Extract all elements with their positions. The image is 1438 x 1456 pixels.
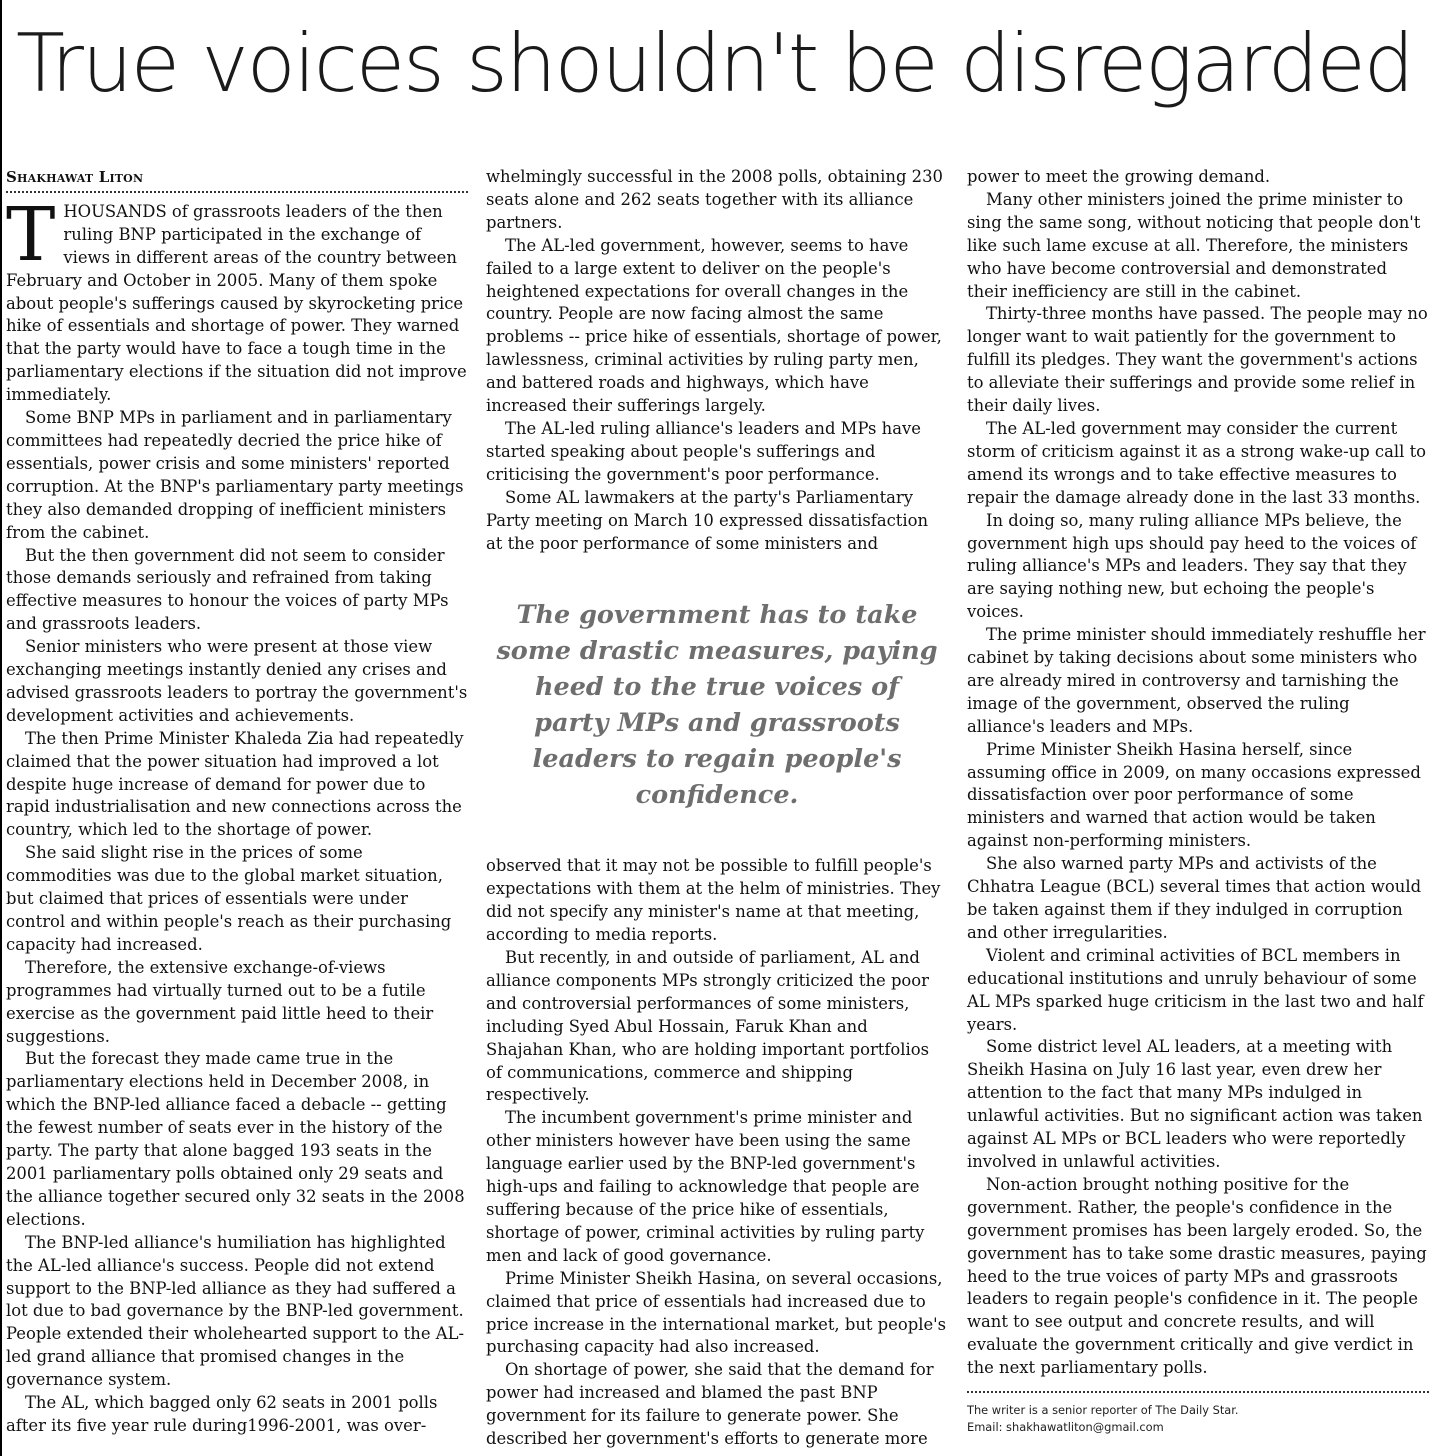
pull-quote: The government has to take some drastic measures, paying heed to the true voices of party MPs and grassroots leaders to regain people's confidence. [496,600,938,811]
paragraph: The then Prime Minister Khaleda Zia had repeatedly claimed that the power situation had improved a lot despite huge increase of demand for power due to rapid industrialisation and new connections across the country, which led to the shortage of power. [6,728,464,840]
paragraph: Many other ministers joined the prime minister to sing the same song, without noticing that people don't like such lame excuse at all. Therefore, the ministers who have become controversial and demonstrated their inefficiency are still in the cabinet. [967,189,1421,301]
paragraph: The AL-led government, however, seems to have failed to a large extent to deliver on the people's heightened expectations for overall changes in the country. People are now facing almost the same problems -- price hike of essentials, shortage of power, lawlessness, criminal activities by ruling party men, and battered roads and highways, which have increased their sufferings largely. [486,235,942,416]
paragraph: observed that it may not be possible to fulfill people's expectations with them at the helm of ministries. They did not specify any minister's name at that meeting, according to media reports. [486,856,941,945]
paragraph: whelmingly successful in the 2008 polls, obtaining 230 seats alone and 262 seats together with its alliance partners. [486,167,943,232]
paragraph: Senior ministers who were present at those view exchanging meetings instantly denied any crises and advised grassroots leaders to portray the government's development activities and achievements. [6,637,468,725]
article-column-3 [967,166,1429,1435]
lead-paragraph: THOUSANDS of grassroots leaders of the then ruling BNP participated in the exchange of views in different areas of the country between February and October in 2005. Many of them spoke about people's sufferings caused by skyrocketing price hike of essentials and shortage of power. They warned that the party would have to face a tough time in the parliamentary elections if the situation did not improve immediately. [6,191,467,405]
paragraph: She also warned party MPs and activists of the Chhatra League (BCL) several times that action would be taken against them if they indulged in corruption and other irregularities. [967,854,1422,942]
drop-cap: T [6,191,56,278]
paragraph: Thirty-three months have passed. The people may no longer want to wait patiently for the government to fulfill its pledges. They want the government's actions to alleviate their sufferings and provide some relief in their daily lives. [967,304,1428,416]
paragraph: But recently, in and outside of parliament, AL and alliance components MPs strongly criticized the poor and controversial performances of some ministers, including Syed Abul Hossain, Faruk Khan and Shajahan Khan, who are holding important portfolios of communications, commerce and shipping respectively. [486,948,930,1105]
paragraph: Some BNP MPs in parliament and in parliamentary committees had repeatedly decried the price hike of essentials, power crisis and some ministers' reported corruption. At the BNP's parliamentary party meetings they also demanded dropping of inefficient ministers from the cabinet. [6,408,464,542]
paragraph: The AL-led ruling alliance's leaders and MPs have started speaking about people's sufferings and criticising the government's poor performance. [486,418,921,484]
paragraph: Some district level AL leaders, at a meeting with Sheikh Hasina on July 16 last year, even drew her attention to the fact that many MPs indulged in unlawful activities. But no significant action was taken against AL MPs or BCL leaders who were reportedly involved in unlawful activities. [967,1037,1423,1171]
article-column-2 [486,166,948,1451]
paragraph: Prime Minister Sheikh Hasina, on several occasions, claimed that price of essentials had increased due to price increase in the international market, but people's purchasing capacity had also increased. [486,1268,947,1357]
paragraph: Some AL lawmakers at the party's Parliamentary Party meeting on March 10 expressed dissatisfaction at the poor performance of some ministers and [486,487,929,553]
paragraph: Violent and criminal activities of BCL members in educational institutions and unruly behaviour of some AL MPs sparked huge criticism in the last two and half years. [967,945,1424,1034]
paragraph: The incumbent government's prime minister and other ministers however have been using the same language earlier used by the BNP-led government's high-ups and failing to acknowledge that people are suffering because of the price hike of essentials, shortage of power, criminal activities by ruling party men and lack of good governance. [486,1108,925,1265]
author-note: The writer is a senior reporter of The Daily Star. [967,1403,1239,1418]
paragraph: The AL-led government may consider the current storm of criticism against it as a strong wake-up call to amend its wrongs and to take effective measures to repair the damage already done in the last 33 months. [967,418,1427,507]
paragraph: But the then government did not seem to consider those demands seriously and refrained from taking effective measures to honour the voices of party MPs and grassroots leaders. [6,545,449,634]
headline: True voices shouldn't be disregarded [16,17,1413,110]
paragraph: Therefore, the extensive exchange-of-views programmes had virtually turned out to be a futile exercise as the government paid little heed to their suggestions. [6,957,434,1046]
article-column-1 [6,166,468,1438]
paragraph: Non-action brought nothing positive for the government. Rather, the people's confidence in the government promises has been largely eroded. So, the government has to take some drastic measures, paying heed to the true voices of party MPs and grassroots leaders to regain people's confidence in it. The people want to see output and concrete results, and will evaluate the government critically and give verdict in the next parliamentary polls. [967,1174,1427,1378]
paragraph: power to meet the growing demand. [967,167,1271,186]
paragraph: The BNP-led alliance's humiliation has highlighted the AL-led alliance's success. People did not extend support to the BNP-led alliance as they had suffered a lot due to bad governance by the BNP-led government. People extended their wholehearted support to the AL-led grand alliance that promised changes in the governance system. [6,1232,464,1390]
footnote-divider [967,1391,1429,1393]
author-email: Email: shakhawatliton@gmail.com [967,1419,1164,1434]
paragraph: In doing so, many ruling alliance MPs believe, the government high ups should pay heed to the voices of ruling alliance's MPs and leaders. They say that they are saying nothing new, but echoing the people's voices. [967,510,1417,622]
byline: Shakhawat Liton [6,166,468,193]
paragraph: But the forecast they made came true in the parliamentary elections held in December 2008, in which the BNP-led alliance faced a debacle -- getting the fewest number of seats ever in the history of the party. The party that alone bagged 193 seats in the 2001 parliamentary polls obtained only 29 seats and the alliance together secured only 32 seats in the 2008 elections. [6,1049,465,1229]
paragraph: Prime Minister Sheikh Hasina herself, since assuming office in 2009, on many occasions expressed dissatisfaction over poor performance of some ministers and warned that action would be taken against non-performing ministers. [967,739,1421,851]
paragraph: The prime minister should immediately reshuffle her cabinet by taking decisions about some ministers who are already mired in controversy and tarnishing the image of the government, observed the ruling alliance's leaders and MPs. [967,625,1426,736]
paragraph: She said slight rise in the prices of some commodities was due to the global market situation, but claimed that prices of essentials were under control and within people's reach as their purchasing capacity had increased. [6,843,452,954]
paragraph: On shortage of power, she said that the demand for power had increased and blamed the past BNP government for its failure to generate power. She described her government's efforts to generate more [486,1360,934,1449]
paragraph: The AL, which bagged only 62 seats in 2001 polls after its five year rule during1996-2001, was over- [6,1393,438,1435]
